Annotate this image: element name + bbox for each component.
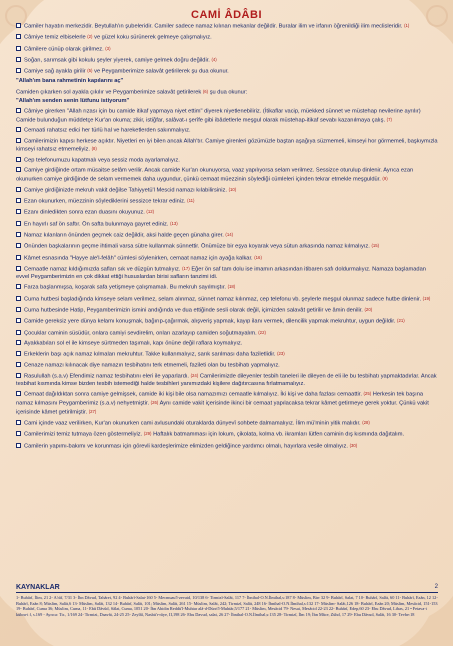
checkbox-bullet-icon [16,68,21,73]
reference-number: (14) [225,232,234,238]
reference-number: (16) [254,254,262,260]
reference-number: (11) [187,198,195,204]
sources-title: KAYNAKLAR [16,584,60,591]
checkbox-bullet-icon [16,431,21,436]
item-text: Çocuklar caminin süsüdür, onlara camiyi sevdirelim, onları azarlayıp camiden soğutmayalım. [24,330,257,337]
item-text: Cep telefonumuzu kapatmalı veya sessiz moda ayarlamalıyız. [24,157,180,164]
item-text: Herkesin tek başına namaz kılmasını Peygamberimiz (s.a.v) nehyetmiştir. [16,391,424,407]
item-text: Cemaatle namaz kıldığımızda safları sık ve düzgün tutmalıyız. [24,266,181,273]
list-item [16,138,438,154]
item-text: şu dua okunur: [209,89,248,96]
reference-number: (30) [349,442,358,448]
page-title: CAMİ ÂDÂBI [191,9,262,21]
reference-number: (12) [146,209,155,215]
item-text: ve güzel koku sürünerek gelmeye çalışmalıyız. [94,34,212,41]
checkbox-bullet-icon [16,420,21,425]
list-item [16,167,438,183]
list-item [16,283,438,292]
reference-number: (19) [422,295,431,301]
item-text: Camiye girdiğinizde mekruh vakit değilse Tahiyyetü'l Mescid namazı kılabilirsiniz. [24,187,227,194]
item-text: Cuma hutbesi başladığında kimseye selam verilmez, selam alınmaz, sünnet namaz kılınmaz, cep telefonu vb. şeylerle meşgul olunmaz sadece hutbe dinlenir. [24,296,422,303]
list-item [16,56,438,65]
checkbox-bullet-icon [16,373,21,378]
checkbox-bullet-icon [16,307,21,312]
item-text: Ezanı dinledikten sonra ezan duasını okuyunuz. [24,209,145,216]
item-text: Cami içinde vaaz verilirken, Kur'an okunurken cami avlusundaki oturaklarda dünyevî sohbete dalmamalıyız. İlim mü'minin yitik malıdır. [24,420,361,427]
item-text: Camilerin yapımı-bakımı ve korunması için görevli kardeşlerimize elimizden geldiğince yardımcı olmalı, hayırlara vesile olmalıyız. [24,443,348,450]
item-text: Rasulullah (s.a.v) Efendimiz namaz tesbihatını eleri ile yaparlardı. [24,373,190,380]
list-item [16,295,438,304]
prayer-quote [16,98,438,105]
checkbox-bullet-icon [16,46,21,51]
item-text: Cenaze namazı kılınacak diye namazın tesbihatını terk etmemeli, fazileti olan bu tesbihatı yapmalıyız. [24,362,280,369]
checkbox-bullet-icon [16,138,21,143]
item-text: Camilerimizde dileyenler tesbih taneleri ile dileyen de eli ile bu tesbihatı yapmaktadırlar. Ancak tesbihat kısmında kimse bizden tesbih istemediği halde tesbihleri yanımızdaki kişilere dağıtırcasına fırlatmamalıyız. [16,373,437,387]
reference-number: (27) [88,408,97,414]
item-text: En hayırlı saf ön saftır. Ön safta bulunmaya gayret ediniz. [24,221,169,228]
checkbox-bullet-icon [16,362,21,367]
reference-number: (5) [87,68,93,74]
reference-number: (13) [170,220,178,226]
list-item [16,430,438,439]
list-item [16,317,438,326]
item-text: Camiden çıkarken sol ayakla çıkılır ve Peygamberimize salavât getirilerek [16,89,202,96]
list-item [16,306,438,315]
item-text: Kâmet esnasında "Hayye ale'l-felâh" cümlesi söylenirken, cemaat namaz için ayağa kalkar. [24,255,253,262]
item-text: Camilerimizi temiz tutmaya özen göstermeliyiz. [24,431,143,438]
reference-number: (4) [211,56,217,62]
checkbox-bullet-icon [16,209,21,214]
checkbox-bullet-icon [16,255,21,260]
checkbox-bullet-icon [16,157,21,162]
list-item [16,254,438,263]
item-text: Erkeklerin başı açık namaz kılmaları mekruhtur. Takke kullanmalıyız, sarık sarılması daha faziletlidir. [24,351,276,358]
checkbox-bullet-icon [16,243,21,248]
item-text: Câmiye girerken "Allah rızası için bu camide itikaf yapmaya niyet ettim" diyerek niyetlenebiliriz. (İtikaflar vacip, müekked sünnet ve müstehap nevilerine ayrılır) Camide bulunduğun müddetçe Kur'an okuma; zikir, istiğfar, salâvat-ı şerîfe gibi ibâdetlerle meşgul olarak müstehap-itikaf sevabı kazanılmaya çalış. [16,108,421,124]
item-text: Namaz kılanların önünden geçmek caiz değildir, aksi halde geçen günaha girer. [24,232,224,239]
list-item [16,350,438,359]
checkbox-bullet-icon [16,167,21,172]
list-item [16,157,438,165]
reference-number: (29) [143,431,152,437]
reference-number: (28) [362,420,370,426]
reference-number: (21) [397,318,405,324]
list-item [16,45,438,54]
reference-number: (20) [364,307,373,313]
prayer-quote [16,78,438,85]
reference-number: (8) [91,146,97,152]
list-item [16,442,438,451]
list-item [16,362,438,370]
checkbox-bullet-icon [16,232,21,237]
checkbox-bullet-icon [16,296,21,301]
checkbox-bullet-icon [16,34,21,39]
item-text: ve Peygamberimize salavât getirilerek şu dua okunur. [94,68,229,75]
item-text: Farza başlanmışsa, koşarak safa yetişmeye çalışmamalı. Bu mekruh sayılmıştır. [24,284,226,291]
item-text: Câmilere cünüp olarak girilmez. [24,46,104,53]
list-item [16,197,438,206]
checkbox-bullet-icon [16,391,21,396]
checkbox-bullet-icon [16,284,21,289]
checkbox-bullet-icon [16,127,21,132]
list-item [16,33,438,42]
reference-number: (1) [404,23,410,28]
reference-number: (18) [227,284,236,290]
list-item [16,67,438,76]
checkbox-bullet-icon [16,351,21,356]
item-text: Cuma hutbesinde Hatip, Peygamberimizin ismini andığında ve dua ettiğinde sesli olarak değil, içimizden salavât getirilir ve âmin denilir. [24,307,363,314]
item-text: Ayakkabıları sol el ile kimseye sürtmeden taşımalı, kapı önüne değil raflara koymalıyız. [24,340,243,347]
list-item [16,208,438,217]
checkbox-bullet-icon [16,198,21,203]
checkbox-bullet-icon [16,57,21,62]
checkbox-bullet-icon [16,23,21,28]
reference-number: (2) [87,34,93,40]
reference-number: (15) [371,243,380,249]
reference-number: (10) [228,186,237,192]
reference-number: (3) [105,45,111,51]
item-text: Camiye sağ ayakla girilir [24,68,86,75]
reference-number: (25) [363,391,372,397]
reference-number: (17) [182,265,190,271]
list-item [16,372,438,388]
sources-text: 1- Buhârî, İlim, 21 2- A'râf, 7/31 3- İbn Dâvud, Tahâret, 92 4- Buhârî-Salat-160 5- Mecmuau'l-zevaid, 10/138 6- Tirmizî-Salât, 117 7- İbnihal-O.N.İlmihal,s:187 8- Müslim, Birr 32 9- Buhârî, Salat, 7 10- Buhârî, Salât, 60 11- Buhârî, Ezân, 12 12- Buhârî, Ezân 8; Müslim, Salât,6 13- Müslim, Salât, 132 14- Buhârî, Salât, 101; Müslim, Salât, 261 15- Müslim, Salât, 242; Tirmizî, Salât, 248 16- İbnihal-O.N.İlmihal,s:132 17- Müslim- Salât,126 18- Buhârî, Ezân 20; Müslim, Mesâcid, 151-153 19- Buhârî, Cuma 36; Müslim, Cuma, 11- Ebû Dâvûd, Sâlat, Cuma, 1051 20- İbn Abidin Reddü'l-Muhtar alâ-d-Dürri'l-Muhtâr,5/177 21- Müslim, Mesâcid 79- Nesai, Mesâcid 22-23 22- Buhârî, Edep,60 23- Ebu Dâvud, Libas, 21 • Fetava-i kübra-i f, s.169 - Ayrıca: Tir., 1/169 24- Tirmizi, Daavât, 24-25 25- Zeylâî, Nasbü'r-râye, II,198 26- Ebu Davud, salat, 26 27- İbnihal-O.N.İlmihal,s:135 28- Tirmizî, İlm 19; İbn Mâce, Zühd, 17 29- Ebu Dâvud, Salât, 16 30- Tevbe:18 [16,595,438,617]
sources-heading [16,584,438,593]
item-text: Soğan, sarımsak gibi kokulu şeyler yiyerek, camiye gelmek doğru değildir. [24,57,210,64]
item-text: Camide gereksiz yere dünya kelamı konuşmak, bağırıp-çağırmak, alışveriş yapmak, kayıp ilanı vermek, dilencilik yapmak mekruhtur, uygun değildir. [24,318,396,325]
item-text: Camiler hayatın merkezidir. Beytullah'ın şubeleridir. Camiler sadece namaz kılınan mekanlar değildir. Buralar ilim ve irfanın öğrenildiği ilim meclisleridir. [24,23,403,30]
checkbox-bullet-icon [16,266,21,271]
checkbox-bullet-icon [16,108,21,113]
list-item [16,22,438,31]
item-text: Ezan okunurken, müezzinin söylediklerini sessizce tekrar ediniz. [24,198,186,205]
reference-number: (26) [150,400,159,406]
list-item [16,186,438,195]
list-item [16,108,438,124]
checkbox-bullet-icon [16,443,21,448]
item-text: Önünden başkalarının geçme ihtimali varsa sütre kullanmak sünnettir. Önümüze bir eşya koyarak veya sütun arkasında namaz kılmalıyız. [24,243,370,250]
checkbox-bullet-icon [16,330,21,335]
item-text: Camilerimizin kapısı herkese açıktır. Niyetleri en iyi bilen ancak Allah'tır. Camiye girenleri gözümüzle baştan aşağıya süzmemeli, kimseyi hor görmemeli, başkıymızla kimseyi rahatsız etmemeliyiz. [16,138,438,153]
list-item [16,265,438,281]
checkbox-bullet-icon [16,221,21,226]
list-item [16,390,438,416]
list-item [16,340,438,348]
reference-number: (9) [382,175,388,181]
list-item [16,329,438,338]
item-text: Camiye girdiğinde ortam müsaitse selâm verilir. Ancak camide Kur'an okunuyorsa, vaaz yapılıyorsa selam verilmez. Sessizce oturulup dinlenir. Ayrıca ezan okunurken camiye girdiğinde de selam vermemek daha uygundur, çünkü cemaat müezzinin söylediği cümleleri içinden tekrar etmekle meşguldür. [16,167,414,183]
paragraph [16,88,438,97]
checkbox-bullet-icon [16,318,21,323]
reference-number: (24) [190,372,199,378]
item-text: Haftalık batmamması için lokum, çikolata, kolma vb. ikramları lütfen caminin dış kısmında dağıtalım. [153,431,405,438]
item-text: "Allah'ım senden senin lütfunu istiyorum" [16,98,130,105]
checkbox-bullet-icon [16,340,21,345]
checkbox-bullet-icon [16,187,21,192]
reference-number: (22) [258,329,266,335]
list-item [16,231,438,240]
reference-number: (6) [202,89,209,95]
item-text: Cemaat dağıldıktan sonra camiye gelmişsek, camide iki kişi bile olsa namazımızı cemaatle kılmalıyız. İki kişi ve daha fazlası cemaattir. [24,391,362,398]
list-item [16,127,438,135]
item-text: Aynı camide vakit içerisinde ikinci bir cemaat yapılacaksa tekrar kâmet getirmeye gerek yoktur. Çünkü vakit içerisinde kâmet getirilmiştir. [16,400,429,416]
sources-section [16,584,438,617]
page-number: 2 [434,584,438,590]
rules-list [16,22,438,453]
list-item [16,242,438,251]
item-text: Câmiye temiz elbiselerle [24,34,86,41]
reference-number: (23) [277,351,285,357]
list-item [16,419,438,428]
item-text: "Allah'ım bana rahmetinin kapılarını aç" [16,78,124,85]
item-text: Eğer ön saf tam dolu ise imamın arkasından itibaren safı doldurmalıyız. Namaza başlamadan evvel Peygamberimizin en çok dikkat ettiği hususlardan birisi safların tanzimi idi. [16,266,426,280]
reference-number: (7) [386,116,392,122]
list-item [16,220,438,229]
item-text: Cemaati rahatsız edici her türlü hal ve hareketlerden sakınmalıyız. [24,127,191,134]
